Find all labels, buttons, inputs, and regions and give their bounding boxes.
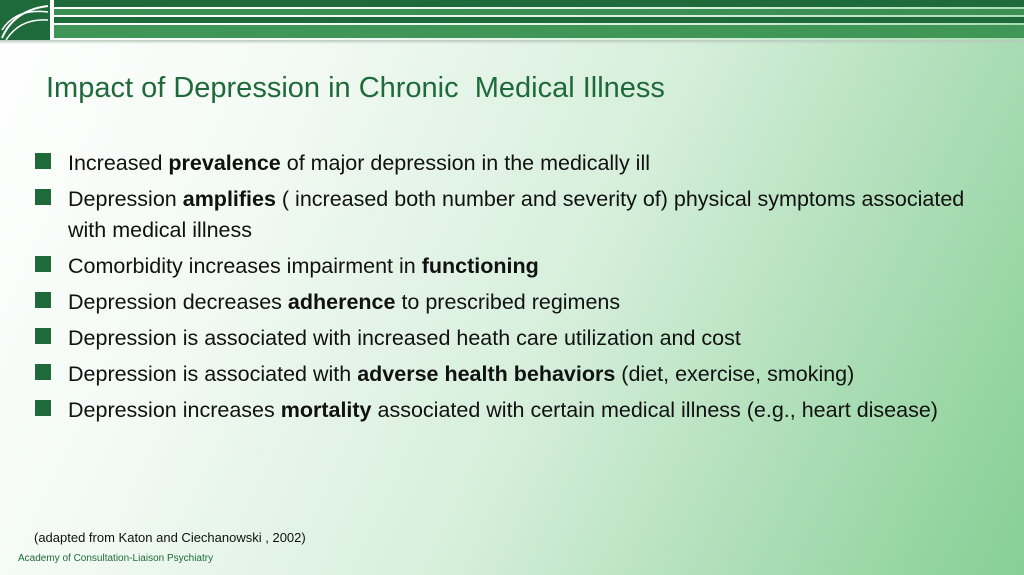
bullet-text: ( increased both number and severity of) physical symptoms associated with medical illness [68,187,965,242]
square-bullet-icon [35,328,51,344]
bullet-emphasis: adherence [287,290,396,314]
bullet-text: Depression is associated with increased heath care utilization and cost [68,326,741,350]
slide-title: Impact of Depression in Chronic Medical Illness [46,72,665,104]
bullet-emphasis: prevalence [168,151,281,175]
bullet-item [34,395,994,426]
bullet-text: associated with certain medical illness (e.g., heart disease) [371,398,938,422]
bullet-text: Increased [68,151,169,175]
bullet-text: (diet, exercise, smoking) [615,362,855,386]
bullet-emphasis: amplifies [182,187,276,211]
bullet-emphasis: mortality [280,398,372,422]
bullet-text: Depression decreases [68,290,288,314]
header-shadow [0,40,1024,44]
bullet-text: Depression is associated with [68,362,358,386]
bullet-item [34,148,994,179]
bullet-text: Depression increases [68,398,281,422]
bullet-item [34,251,994,282]
bullet-item [34,287,994,318]
square-bullet-icon [35,153,51,169]
bullet-text: Depression [68,187,183,211]
bullet-text: of major depression in the medically ill [280,151,651,175]
header-stripes [54,0,1024,40]
bullet-item [34,323,994,354]
square-bullet-icon [35,256,51,272]
bullet-text: Comorbidity increases impairment in [68,254,422,278]
header-band [0,0,1024,42]
header-stripe [54,0,1024,7]
square-bullet-icon [35,364,51,380]
header-stripe [54,17,1024,23]
bullet-item [34,184,994,246]
bullet-emphasis: adverse health behaviors [357,362,616,386]
header-stripe [54,25,1024,38]
footer-text: Academy of Consultation-Liaison Psychiatry [18,553,214,564]
header-stripe [54,9,1024,15]
bullet-text: to prescribed regimens [395,290,621,314]
bullet-item [34,359,994,390]
square-bullet-icon [35,292,51,308]
bullet-list [34,148,994,431]
citation: (adapted from Katon and Ciechanowski , 2002) [34,530,306,545]
square-bullet-icon [35,189,51,205]
logo-icon [0,0,50,40]
bullet-emphasis: functioning [421,254,539,278]
square-bullet-icon [35,400,51,416]
